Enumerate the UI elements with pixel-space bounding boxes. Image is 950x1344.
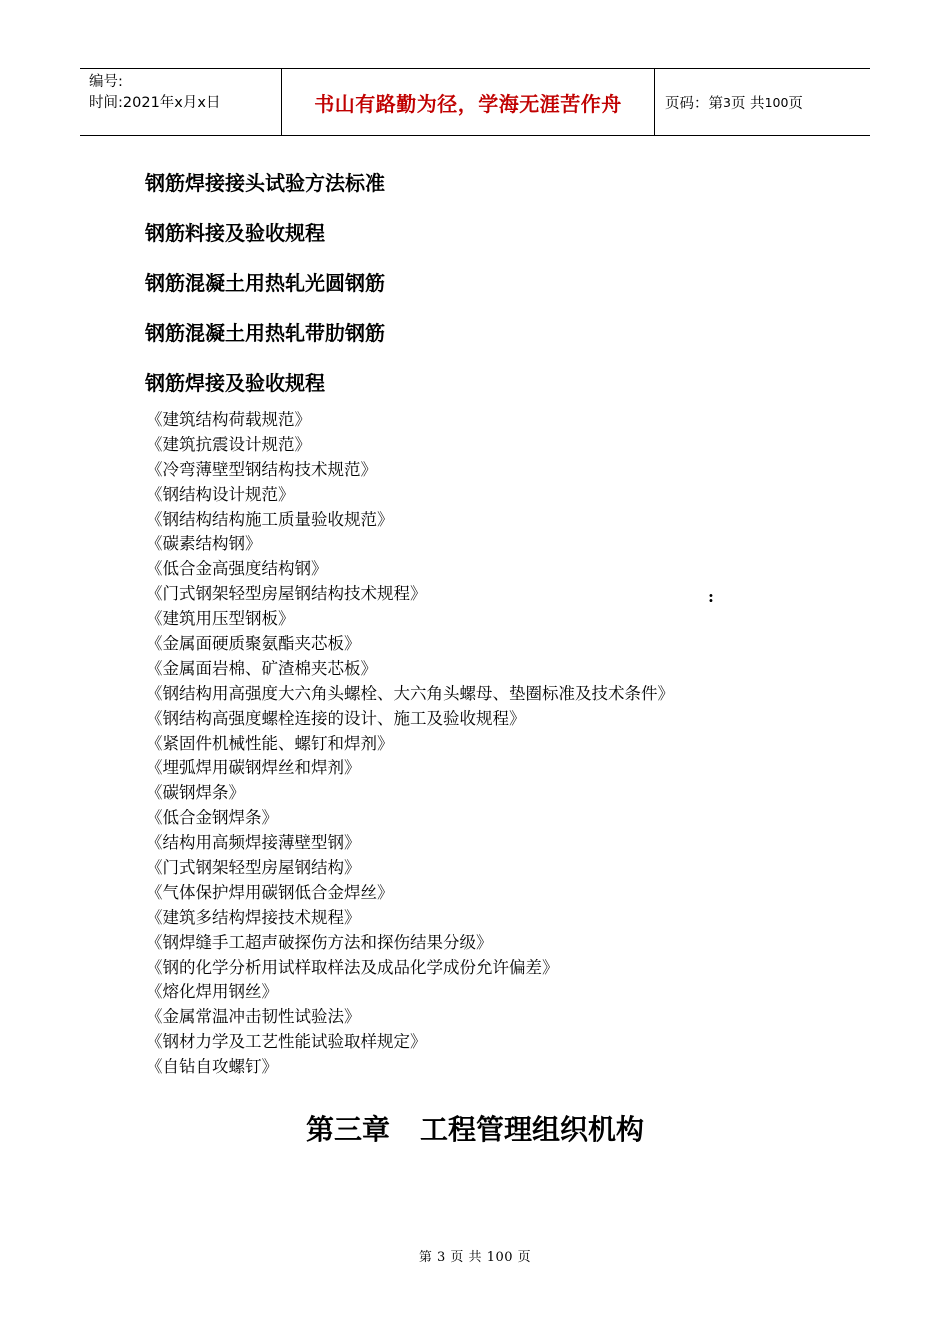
list-item: 钢筋混凝土用热轧带肋钢筋 — [145, 321, 385, 345]
list-item: 《建筑多结构焊接技术规程》 — [146, 907, 361, 927]
list-item: 《钢结构设计规范》 — [146, 484, 295, 504]
rebar-standards-list — [145, 168, 385, 418]
list-item: 钢筋焊接接头试验方法标准 — [145, 171, 385, 195]
list-item: 《金属常温冲击韧性试验法》 — [146, 1007, 361, 1027]
list-item: 《钢材力学及工艺性能试验取样规定》 — [146, 1032, 427, 1052]
footer-total: 100 — [486, 1250, 514, 1265]
footer-current: 3 — [436, 1250, 446, 1265]
list-item: 《金属面硬质聚氨酯夹芯板》 — [146, 634, 361, 654]
list-item: 钢筋料接及验收规程 — [145, 221, 325, 245]
page-label: 页码：第 — [665, 95, 723, 112]
list-item: 《自钻自攻螺钉》 — [146, 1057, 278, 1077]
header-meta — [80, 69, 282, 135]
page-footer — [0, 1246, 950, 1265]
page-suffix: 页 — [788, 95, 803, 112]
chapter-number: 第三章 — [305, 1113, 390, 1146]
list-item: 《紧固件机械性能、螺钉和焊剂》 — [146, 733, 394, 753]
page-current: 3 — [723, 94, 731, 110]
list-item: 《碳素结构钢》 — [146, 534, 262, 554]
date-label: 时间: — [89, 95, 123, 111]
list-item: 《门式钢架轻型房屋钢结构技术规程》 — [146, 584, 427, 604]
list-item: 《建筑结构荷载规范》 — [146, 410, 311, 429]
list-item: 《建筑用压型钢板》 — [146, 609, 295, 629]
list-item: 钢筋混凝土用热轧光圆钢筋 — [145, 271, 385, 295]
list-item: 《钢结构用高强度大六角头螺栓、大六角头螺母、垫圈标准及技术条件》 — [146, 683, 674, 703]
list-item: 《金属面岩棉、矿渣棉夹芯板》 — [146, 658, 377, 678]
list-item: 《熔化焊用钢丝》 — [146, 982, 278, 1002]
code-standards-list — [146, 408, 674, 1080]
header-motto: 书山有路勤为径，学海无涯苦作舟 — [282, 69, 655, 135]
chapter-title: 工程管理组织机构 — [420, 1113, 645, 1146]
date-value: 2021年x月x日 — [122, 95, 221, 111]
list-item: 《冷弯薄壁型钢结构技术规范》 — [146, 459, 377, 479]
list-item: 《气体保护焊用碳钢低合金焊丝》 — [146, 882, 394, 902]
chapter-heading — [0, 1110, 950, 1150]
list-item: 《碳钢焊条》 — [146, 783, 245, 803]
footer-mid: 页 共 — [450, 1250, 483, 1265]
list-item: 《建筑抗震设计规范》 — [146, 434, 311, 454]
list-item: 《门式钢架轻型房屋钢结构》 — [146, 858, 361, 878]
list-item: 《钢结构结构施工质量验收规范》 — [146, 509, 394, 529]
header-page-info — [655, 69, 870, 135]
list-item: 《埋弧焊用碳钢焊丝和焊剂》 — [146, 758, 361, 778]
list-item: 《钢的化学分析用试样取样法及成品化学成份允许偏差》 — [146, 957, 559, 977]
list-item: 《低合金高强度结构钢》 — [146, 559, 328, 579]
list-item: 《结构用高频焊接薄壁型钢》 — [146, 833, 361, 853]
list-item: 《低合金钢焊条》 — [146, 808, 278, 828]
footer-prefix: 第 — [418, 1250, 433, 1265]
document-date — [89, 93, 281, 114]
list-item: 《钢焊缝手工超声破探伤方法和探伤结果分级》 — [146, 932, 493, 952]
stray-colon: : — [708, 587, 714, 606]
list-item: 《钢结构高强度螺栓连接的设计、施工及验收规程》 — [146, 708, 526, 728]
footer-suffix: 页 — [517, 1250, 532, 1265]
page-total: 100 — [764, 94, 789, 110]
list-item: 钢筋焊接及验收规程 — [145, 371, 325, 395]
page-mid: 页 共 — [730, 95, 765, 112]
page-header — [80, 68, 870, 136]
document-number-label: 编号: — [89, 74, 123, 90]
